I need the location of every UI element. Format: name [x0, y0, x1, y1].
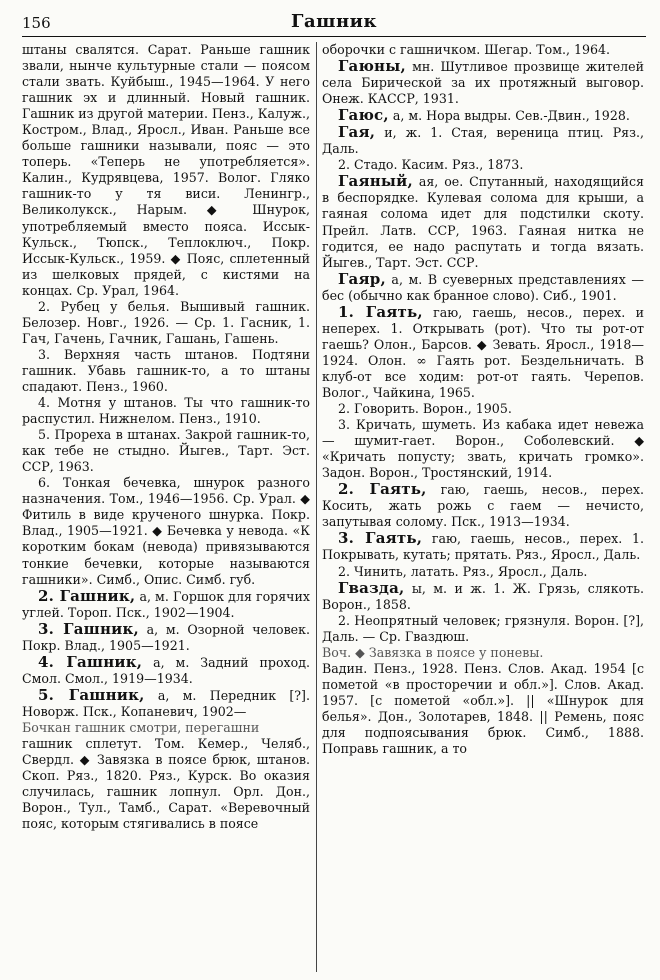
entry-text: 2. Неопрятный человек; грязнуля. Ворон. [?], Даль. — Ср. Гваздюш. — [322, 612, 644, 644]
entry-headword: 2. Гашник, — [38, 586, 136, 605]
dictionary-entry — [22, 42, 310, 299]
entry-headword: 3. Гаять, — [338, 529, 423, 548]
entry-headword: Гая, — [338, 123, 376, 142]
dictionary-entry — [22, 736, 310, 832]
dictionary-entry — [322, 613, 644, 645]
dictionary-entry — [322, 124, 644, 157]
entry-text: 2. Стадо. Касим. Ряз., 1873. — [338, 157, 524, 173]
entry-text: 2. Говорить. Ворон., 1905. — [338, 401, 512, 417]
entry-text: а, м. Нора выдры. Сев.-Двин., 1928. — [388, 108, 630, 124]
dictionary-entry — [322, 580, 644, 613]
dictionary-entry — [22, 621, 310, 654]
dictionary-entry — [22, 588, 310, 621]
entry-text: оборочки с гашничком. Шегар. Том., 1964. — [322, 42, 611, 57]
dictionary-entry — [22, 720, 310, 736]
entry-text: 4. Мотня у штанов. Ты что гашник-то распустил. Нижнелом. Пенз., 1910. — [22, 395, 310, 427]
entry-text: 3. Верхняя часть штанов. Подтяни гашник. Убавь гашник-то, а то штаны спадают. Пенз., 1960. — [22, 346, 310, 394]
entry-text: гаю, гаешь, несов., перех. Косить, жать рожь с гаем — нечисто, запутывая солому. Пск., 1913—1934. — [322, 482, 644, 530]
dictionary-entry — [322, 564, 644, 580]
dictionary-entry — [322, 173, 644, 270]
entry-text: гашник сплетут. Том. Кемер., Челяб., Свердл. ◆ Завязка в поясе брюк, штанов. Скоп. Ряз., 1820. Ряз., Курск. Во оказия случилась, гашник лопнул. Орл. Дон., Ворон., Тул., Тамб., Сарат. «Веревочный пояс, которым стягивались в поясе — [22, 736, 310, 832]
entry-headword: Гаяр, — [338, 269, 386, 288]
dictionary-entry — [22, 687, 310, 720]
dictionary-entry — [322, 661, 644, 757]
entry-text: штаны свалятся. Сарат. Раньше гашник звали, нынче культурные стали — поясом стали звать. Куйбыш., 1945—1964. У него гашник эх и длинный. Новый гашник. Гашник из другой материи. Пенз., Калуж., Костром., Влад., Яросл., Иван. Раньше все больше гашники называли, пояс — это топерь. «Теперь не употребляется». Калин., Кудрявцева, 1957. Волог. Гляко гашник-то у тя виси. Ленингр., Великолукск., Нарым. ◆ Шнурок, употребляемый вместо пояса. Иссык-Кульск., Тюпск., Теплоключ., Покр. Иссык-Кульск., 1959. ◆ Пояс, сплетенный из шелковых прядей, с кистями на концах. Ср. Урал, 1964. — [22, 42, 310, 298]
entry-text: а, м. Передник [?]. Новорж. Пск., Копаневич, 1902— — [22, 687, 310, 719]
entry-text: 2. Рубец у белья. Вышивый гашник. Белозер. Новг., 1926. — Ср. 1. Гасник, 1. Гач, Гачень, Гачник, Гашань, Гашень. — [22, 298, 310, 346]
dictionary-entry — [22, 475, 310, 587]
entry-text: а, м. В суеверных представлениях — бес (обычно как бранное слово). Сиб., 1901. — [322, 271, 644, 303]
entry-text: гаю, гаешь, несов., перех. 1. Покрывать, кутать; прятать. Ряз., Яросл., Даль. — [322, 531, 644, 563]
entry-text: 6. Тонкая бечевка, шнурок разного назначения. Том., 1946—1956. Ср. Урал. ◆ Фитиль в виде крученого шнурка. Покр. Влад., 1905—1921. ◆ Бечевка у невода. «К коротким бокам (невода) привязываются тонкие бечевки, которые называются гашники». Симб., Опис. Симб. губ. — [22, 475, 310, 587]
entry-text: Бочкан гашник смотри, перегашни — [22, 719, 260, 735]
entry-headword: Гвазда, — [338, 578, 405, 597]
entry-text: Вадин. Пенз., 1928. Пенз. Слов. Акад. 1954 [с пометой «в просторечии и обл.»]. Слов. Акад. 1957. [с пометой «обл.»]. || «Шнурок для белья». Дон., Золотарев, 1848. || Ремень, пояс для подпоясывания брюк. Симб., 1888. Поправь гашник, а то — [322, 660, 644, 757]
dictionary-entry — [322, 530, 644, 563]
entry-headword: Гаюны, — [338, 57, 406, 76]
entry-text: 2. Чинить, латать. Ряз., Яросл., Даль. — [338, 563, 588, 579]
dictionary-entry — [322, 401, 644, 417]
dictionary-entry — [322, 58, 644, 107]
entry-headword: 4. Гашник, — [38, 652, 143, 671]
entry-text: Воч. ◆ Завязка в поясе у поневы. — [322, 644, 544, 660]
column-rule — [316, 42, 317, 972]
dictionary-entry — [22, 299, 310, 347]
entry-text: ы, м. и ж. 1. Ж. Грязь, слякоть. Ворон., 1858. — [322, 580, 644, 612]
left-column — [22, 42, 310, 972]
dictionary-entry — [322, 304, 644, 401]
page-number: 156 — [22, 14, 51, 32]
dictionary-entry — [322, 645, 644, 661]
dictionary-entry — [322, 417, 644, 481]
entry-text: и, ж. 1. Стая, вереница птиц. Ряз., Даль. — [322, 125, 644, 157]
dictionary-entry — [22, 654, 310, 687]
entry-text: а, м. Задний проход. Смол. Смол., 1919—1934. — [22, 654, 310, 686]
running-head: Гашник — [291, 11, 377, 32]
entry-headword: 5. Гашник, — [38, 685, 145, 704]
entry-headword: Гаяный, — [338, 172, 413, 191]
entry-headword: 2. Гаять, — [338, 480, 427, 499]
dictionary-entry — [322, 271, 644, 304]
dictionary-entry — [322, 481, 644, 530]
dictionary-entry — [22, 427, 310, 475]
dictionary-entry — [22, 395, 310, 427]
dictionary-entry — [322, 42, 644, 58]
entry-text: ая, ое. Спутанный, находящийся в беспорядке. Кулевая солома для крыши, а гаяная солома идет для подстилки скоту. Прейл. Латв. ССР, 1963. Гаяная нитка не годится, ее надо распутать и тогда вязать. Йыгев., Тарт. Эст. ССР. — [322, 174, 644, 270]
page-header — [22, 10, 646, 37]
entry-headword: 1. Гаять, — [338, 302, 423, 321]
dictionary-entry — [322, 157, 644, 173]
entry-text: а, м. Горшок для горячих углей. Тороп. Пск., 1902—1904. — [22, 588, 310, 620]
entry-text: а, м. Озорной человек. Покр. Влад., 1905—1921. — [22, 621, 310, 653]
entry-headword: 3. Гашник, — [38, 619, 139, 638]
entry-text: мн. Шутливое прозвище жителей села Бирической за их протяжный выговор. Онеж. КАССР, 1931. — [322, 59, 644, 107]
dictionary-entry — [322, 107, 644, 124]
entry-text: 3. Кричать, шуметь. Из кабака идет невежа — шумит-гает. Ворон., Соболевский. ◆ «Кричать попусту; звать, кричать громко». Задон. Ворон., Тростянский, 1914. — [322, 417, 644, 481]
right-column — [322, 42, 644, 972]
entry-text: гаю, гаешь, несов., перех. и неперех. 1. Открывать (рот). Что ты рот-от гаешь? Олон., Барсов. ◆ Зевать. Яросл., 1918—1924. Олон. ∞ Гаять рот. Бездельничать. В клуб-от все ходим: рот-от гаять. Черепов. Волог., Чайкина, 1965. — [322, 304, 644, 400]
dictionary-entry — [22, 347, 310, 395]
entry-text: 5. Прореха в штанах. Закрой гашник-то, как тебе не стыдно. Йыгев., Тарт. Эст. ССР, 1963. — [22, 427, 310, 475]
entry-headword: Гаюс, — [338, 106, 389, 125]
